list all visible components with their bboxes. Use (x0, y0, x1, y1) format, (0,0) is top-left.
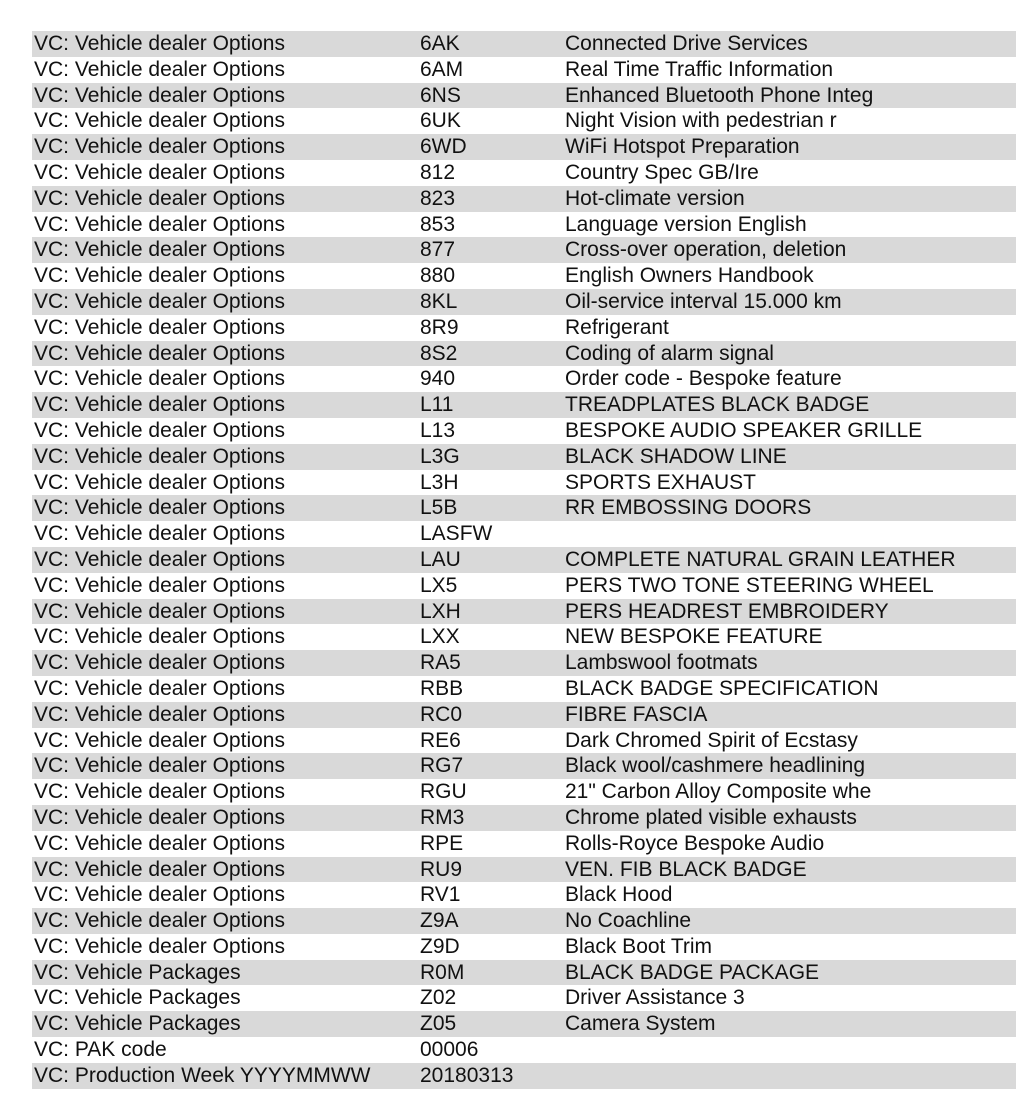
category-cell: VC: Vehicle dealer Options (34, 599, 285, 623)
vehicle-options-table (32, 31, 1016, 1089)
option-code-cell: LASFW (420, 522, 493, 546)
table-row (32, 470, 1016, 496)
description-cell: Black wool/cashmere headlining (565, 754, 865, 778)
option-code-cell: 6WD (420, 135, 467, 159)
description-cell: SPORTS EXHAUST (565, 470, 756, 494)
category-cell: VC: Vehicle dealer Options (34, 238, 285, 262)
table-row (32, 341, 1016, 367)
description-cell: VEN. FIB BLACK BADGE (565, 857, 807, 881)
description-cell: Night Vision with pedestrian r (565, 109, 837, 133)
option-code-cell: 20180313 (420, 1063, 514, 1087)
table-row (32, 392, 1016, 418)
description-cell: Camera System (565, 1012, 716, 1036)
category-cell: VC: Vehicle dealer Options (34, 831, 285, 855)
category-cell: VC: Vehicle dealer Options (34, 780, 285, 804)
description-cell: Connected Drive Services (565, 32, 808, 55)
option-code-cell: LAU (420, 547, 461, 571)
table-row (32, 521, 1016, 547)
option-code-cell: 00006 (420, 1038, 479, 1062)
option-code-cell: 6UK (420, 109, 461, 133)
description-cell: Driver Assistance 3 (565, 986, 745, 1010)
description-cell: BLACK BADGE SPECIFICATION (565, 676, 879, 700)
category-cell: VC: Vehicle dealer Options (34, 651, 285, 675)
description-cell: Rolls-Royce Bespoke Audio (565, 831, 825, 855)
description-cell: 21" Carbon Alloy Composite whe (565, 780, 872, 804)
description-cell: BLACK BADGE PACKAGE (565, 960, 820, 984)
table-row (32, 702, 1016, 728)
table-row (32, 676, 1016, 702)
table-row (32, 83, 1016, 109)
category-cell: VC: Vehicle Packages (34, 960, 241, 984)
table-row (32, 366, 1016, 392)
table-row (32, 1011, 1016, 1037)
option-code-cell: Z05 (420, 1012, 457, 1036)
table-row (32, 908, 1016, 934)
category-cell: VC: Vehicle dealer Options (34, 728, 285, 752)
category-cell: VC: Vehicle dealer Options (34, 909, 285, 933)
option-code-cell: RGU (420, 780, 467, 804)
category-cell: VC: Vehicle dealer Options (34, 32, 285, 55)
description-cell: TREADPLATES BLACK BADGE (565, 393, 870, 417)
description-cell: Refrigerant (565, 315, 669, 339)
option-code-cell: RM3 (420, 805, 465, 829)
category-cell: VC: PAK code (34, 1038, 167, 1062)
table-row (32, 31, 1016, 57)
table-row (32, 753, 1016, 779)
description-cell: Lambswool footmats (565, 651, 758, 675)
description-cell: Chrome plated visible exhausts (565, 805, 857, 829)
table-row (32, 547, 1016, 573)
table-row (32, 624, 1016, 650)
table-row (32, 237, 1016, 263)
table-row (32, 186, 1016, 212)
category-cell: VC: Vehicle dealer Options (34, 109, 285, 133)
description-cell: PERS TWO TONE STEERING WHEEL (565, 573, 934, 597)
category-cell: VC: Vehicle dealer Options (34, 470, 285, 494)
table-row (32, 289, 1016, 315)
description-cell: Coding of alarm signal (565, 341, 774, 365)
description-cell: Order code - Bespoke feature (565, 367, 842, 391)
option-code-cell: 880 (420, 264, 456, 288)
table-row (32, 779, 1016, 805)
table-row (32, 57, 1016, 83)
description-cell: PERS HEADREST EMBROIDERY (565, 599, 889, 623)
category-cell: VC: Vehicle dealer Options (34, 805, 285, 829)
category-cell: VC: Vehicle dealer Options (34, 883, 285, 907)
category-cell: VC: Vehicle dealer Options (34, 289, 285, 313)
category-cell: VC: Vehicle dealer Options (34, 676, 285, 700)
table-row (32, 599, 1016, 625)
description-cell: Country Spec GB/Ire (565, 160, 759, 184)
category-cell: VC: Vehicle Packages (34, 1012, 241, 1036)
description-cell: Cross-over operation, deletion (565, 238, 847, 262)
option-code-cell: L3H (420, 470, 459, 494)
table-row (32, 650, 1016, 676)
table-row (32, 573, 1016, 599)
table-row (32, 934, 1016, 960)
table-row (32, 1063, 1016, 1089)
option-code-cell: L11 (420, 393, 454, 417)
category-cell: VC: Vehicle dealer Options (34, 496, 285, 520)
category-cell: VC: Vehicle dealer Options (34, 444, 285, 468)
option-code-cell: RBB (420, 676, 464, 700)
category-cell: VC: Vehicle dealer Options (34, 83, 285, 107)
category-cell: VC: Vehicle dealer Options (34, 754, 285, 778)
option-code-cell: 877 (420, 238, 456, 262)
description-cell: Black Hood (565, 883, 673, 907)
option-code-cell: RA5 (420, 651, 461, 675)
table-row (32, 444, 1016, 470)
description-cell: Enhanced Bluetooth Phone Integ (565, 83, 874, 107)
category-cell: VC: Vehicle dealer Options (34, 160, 285, 184)
category-cell: VC: Vehicle dealer Options (34, 212, 285, 236)
table-row (32, 134, 1016, 160)
category-cell: VC: Vehicle dealer Options (34, 264, 285, 288)
table-row (32, 805, 1016, 831)
description-cell: English Owners Handbook (565, 264, 814, 288)
option-code-cell: 6NS (420, 83, 461, 107)
option-code-cell: RE6 (420, 728, 461, 752)
description-cell: NEW BESPOKE FEATURE (565, 625, 823, 649)
table-row (32, 160, 1016, 186)
option-code-cell: 6AK (420, 32, 460, 55)
option-code-cell: 6AM (420, 57, 464, 81)
category-cell: VC: Vehicle dealer Options (34, 315, 285, 339)
option-code-cell: LXH (420, 599, 461, 623)
option-code-cell: 8KL (420, 289, 458, 313)
category-cell: VC: Vehicle dealer Options (34, 702, 285, 726)
description-cell: No Coachline (565, 909, 692, 933)
table-row (32, 831, 1016, 857)
category-cell: VC: Vehicle dealer Options (34, 57, 285, 81)
description-cell: BESPOKE AUDIO SPEAKER GRILLE (565, 418, 923, 442)
description-cell: WiFi Hotspot Preparation (565, 135, 800, 159)
category-cell: VC: Vehicle dealer Options (34, 625, 285, 649)
table-row (32, 418, 1016, 444)
option-code-cell: 8S2 (420, 341, 458, 365)
table-row (32, 857, 1016, 883)
description-cell: BLACK SHADOW LINE (565, 444, 787, 468)
option-code-cell: 940 (420, 367, 456, 391)
option-code-cell: L3G (420, 444, 460, 468)
description-cell: Oil-service interval 15.000 km (565, 289, 842, 313)
category-cell: VC: Vehicle dealer Options (34, 573, 285, 597)
option-code-cell: RU9 (420, 857, 463, 881)
option-code-cell: LX5 (420, 573, 458, 597)
description-cell: Black Boot Trim (565, 934, 713, 958)
table-row (32, 728, 1016, 754)
table-row (32, 263, 1016, 289)
category-cell: VC: Vehicle dealer Options (34, 186, 285, 210)
category-cell: VC: Vehicle dealer Options (34, 934, 285, 958)
category-cell: VC: Production Week YYYYMMWW (34, 1063, 371, 1087)
option-code-cell: RC0 (420, 702, 463, 726)
option-code-cell: 8R9 (420, 315, 459, 339)
option-code-cell: Z9A (420, 909, 459, 933)
option-code-cell: R0M (420, 960, 465, 984)
category-cell: VC: Vehicle dealer Options (34, 857, 285, 881)
category-cell: VC: Vehicle dealer Options (34, 418, 285, 442)
option-code-cell: RV1 (420, 883, 461, 907)
table-row (32, 212, 1016, 238)
option-code-cell: RG7 (420, 754, 464, 778)
option-code-cell: 812 (420, 160, 456, 184)
description-cell: FIBRE FASCIA (565, 702, 708, 726)
category-cell: VC: Vehicle dealer Options (34, 547, 285, 571)
option-code-cell: L13 (420, 418, 456, 442)
table-row (32, 960, 1016, 986)
description-cell: COMPLETE NATURAL GRAIN LEATHER (565, 547, 956, 571)
category-cell: VC: Vehicle dealer Options (34, 341, 285, 365)
table-row (32, 108, 1016, 134)
category-cell: VC: Vehicle dealer Options (34, 393, 285, 417)
table-row (32, 985, 1016, 1011)
category-cell: VC: Vehicle Packages (34, 986, 241, 1010)
category-cell: VC: Vehicle dealer Options (34, 522, 285, 546)
description-cell: RR EMBOSSING DOORS (565, 496, 812, 520)
description-cell: Language version English (565, 212, 807, 236)
description-cell: Hot-climate version (565, 186, 745, 210)
option-code-cell: 853 (420, 212, 456, 236)
table-row (32, 882, 1016, 908)
option-code-cell: RPE (420, 831, 464, 855)
category-cell: VC: Vehicle dealer Options (34, 367, 285, 391)
option-code-cell: LXX (420, 625, 460, 649)
description-cell: Real Time Traffic Information (565, 57, 834, 81)
option-code-cell: Z9D (420, 934, 460, 958)
table-row (32, 315, 1016, 341)
option-code-cell: L5B (420, 496, 458, 520)
table-row (32, 495, 1016, 521)
table-row (32, 1037, 1016, 1063)
description-cell: Dark Chromed Spirit of Ecstasy (565, 728, 858, 752)
option-code-cell: 823 (420, 186, 456, 210)
option-code-cell: Z02 (420, 986, 457, 1010)
category-cell: VC: Vehicle dealer Options (34, 135, 285, 159)
